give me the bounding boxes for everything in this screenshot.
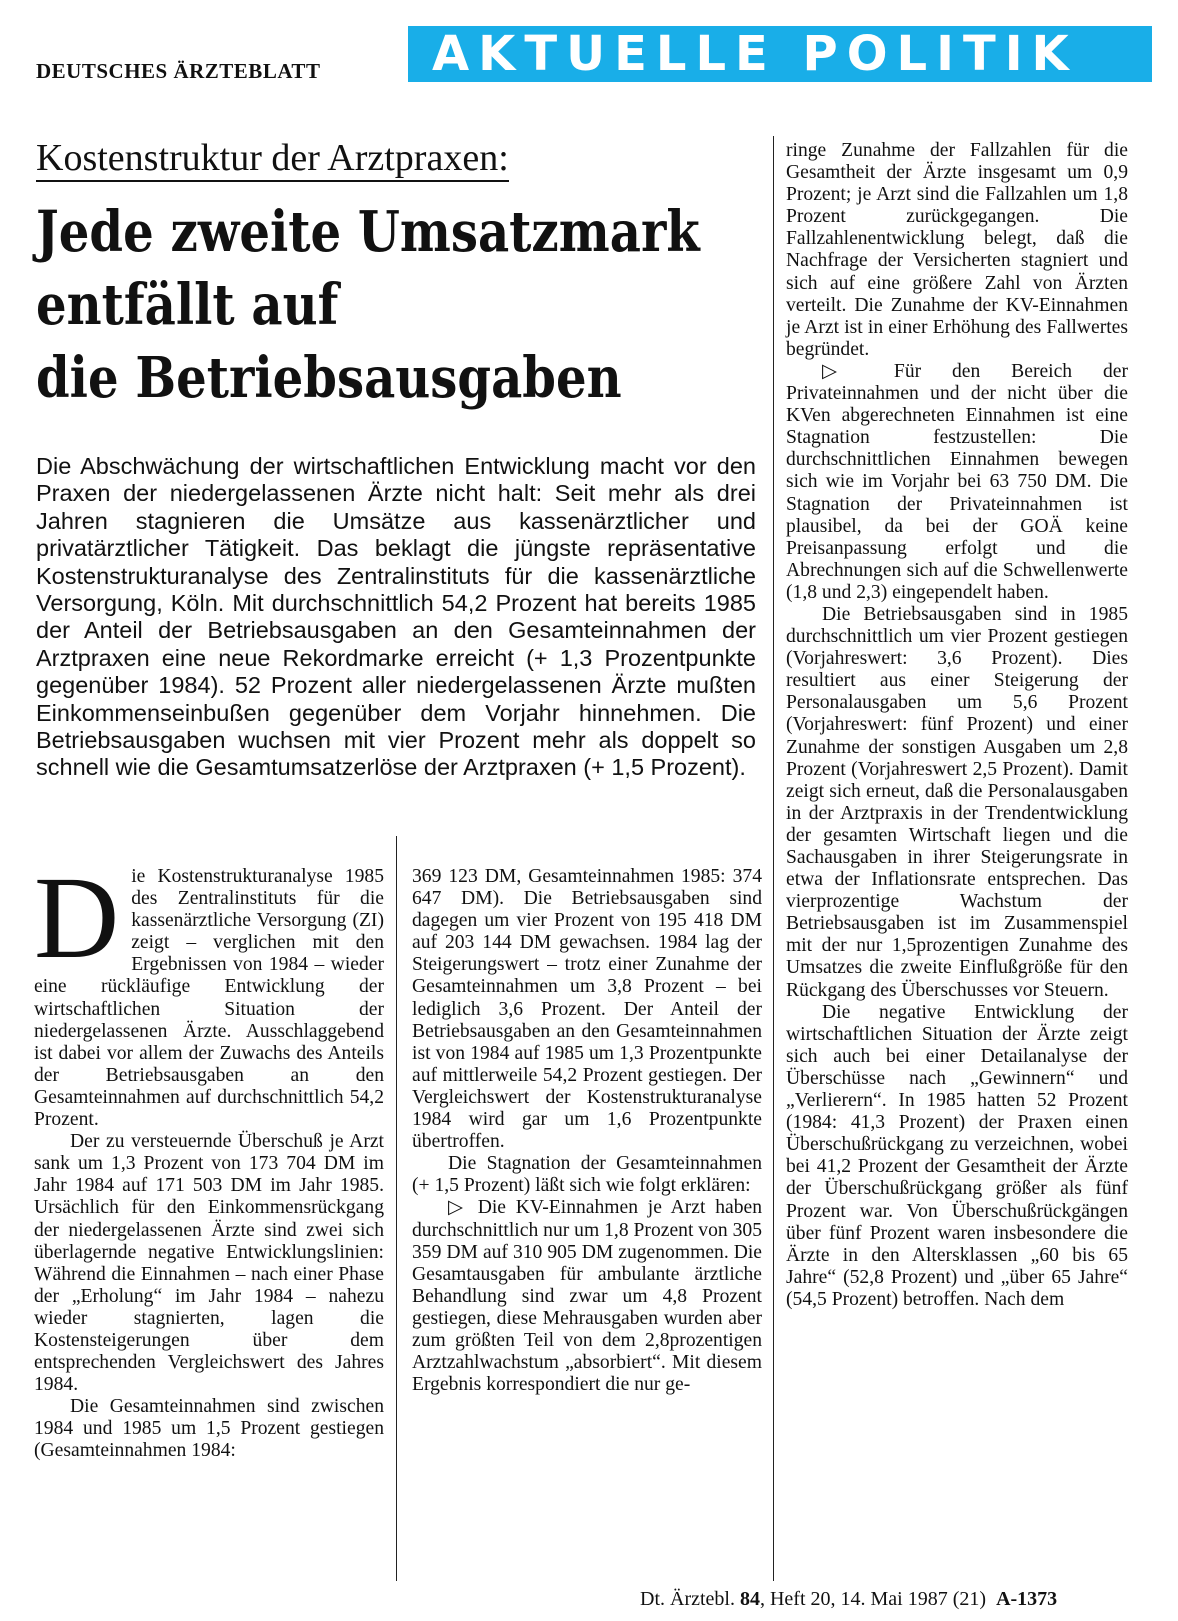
paragraph: Die Stagnation der Gesamteinnahmen (+ 1,5 Prozent) läßt sich wie folgt erklären: <box>412 1153 762 1197</box>
article-column-3 <box>786 140 1128 1311</box>
lead-paragraph: Die Abschwächung der wirtschaftlichen Entwicklung macht vor den Praxen der niedergelassenen Ärzte nicht halt: Seit mehr als drei Jahren stagnieren die Umsätze aus kassenärztlicher und privatärztlicher Tätigkeit. Das beklagt die jüngste repräsentative Kostenstrukturanalyse des Zentralinstituts für die kassenärztliche Versorgung, Köln. Mit durchschnittlich 54,2 Prozent hat bereits 1985 der Anteil der Betriebsausgaben an den Gesamteinnahmen der Arztpraxen eine neue Rekordmarke erreicht (+ 1,3 Prozentpunkte gegenüber 1984). 52 Prozent aller niedergelassenen Ärzte mußten Einkommenseinbußen gegenüber dem Vorjahr hinnehmen. Die Betriebsausgaben wuchsen mit vier Prozent mehr als doppelt so schnell wie die Gesamtumsatzerlöse der Arztpraxen (+ 1,5 Prozent). <box>36 453 756 781</box>
footer-page-number: A-1373 <box>996 1588 1058 1610</box>
paragraph: ▷ Für den Bereich der Privateinnahmen und der nicht über die KVen abgerechneten Einnahmen ist eine Stagnation festzustellen: Die durchschnittlichen Einnahmen bewegen sich wie im Vorjahr bei 63 750 DM. Die Stagnation der Privateinnahmen ist plausibel, da bei der GOÄ keine Preisanpassung erfolgt und die Abrechnungen sich auf die Schwellenwerte (1,8 und 2,3) eingependelt haben. <box>786 360 1128 603</box>
paragraph: ie Kostenstrukturanalyse 1985 des Zentralinstituts für die kassenärztliche Versorgung (ZI) zeigt – verglichen mit den Ergebnissen von 1984 – wieder eine rückläufige Entwicklung der wirtschaftlichen Situation der niedergelassenen Ärzte. Ausschlaggebend ist dabei vor allem der Zuwachs des Anteils der Betriebsausgaben an den Gesamteinnahmen auf durchschnittlich 54,2 Prozent. <box>34 866 384 1131</box>
section-title: AKTUELLE POLITIK <box>432 26 1078 82</box>
masthead: DEUTSCHES ÄRZTEBLATT <box>36 59 321 83</box>
paragraph: Die Betriebsausgaben sind in 1985 durchschnittlich um vier Prozent gestiegen (Vorjahreswert: 3,6 Prozent). Dies resultiert aus einer Steigerung der Personalausgaben um 5,6 Prozent (Vorjahreswert: fünf Prozent) und einer Zunahme der sonstigen Ausgaben um 2,8 Prozent (Vorjahreswert 2,5 Prozent). Damit zeigt sich erneut, daß die Personalausgaben in der Arztpraxis in der Trendentwicklung der gesamten Wirtschaft liegen und die Sachausgaben in ihrer Steigerungsrate in etwa der Inflationsrate entsprechen. Das vierprozentige Wachstum der Betriebsausgaben ist im Zusammenspiel mit der nur 1,5prozentigen Zunahme des Umsatzes die zweite Einflußgröße für den Rückgang des Überschusses vor Steuern. <box>786 603 1128 1001</box>
column-rule <box>396 836 397 1581</box>
kicker: Kostenstruktur der Arztpraxen: <box>36 136 509 182</box>
paragraph: Der zu versteuernde Überschuß je Arzt sank um 1,3 Prozent von 173 704 DM im Jahr 1984 auf 171 503 DM im Jahr 1985. Ursächlich für den Einkommensrückgang der niedergelassenen Ärzte sind zwei sich überlagernde negative Entwicklungslinien: Während die Einnahmen – nach einer Phase der „Erholung“ im Jahr 1984 – nahezu wieder stagnierten, lagen die Kostensteigerungen über dem entsprechenden Vergleichswert des Jahres 1984. <box>34 1131 384 1396</box>
paragraph: ▷ Die KV-Einnahmen je Arzt haben durchschnittlich nur um 1,8 Prozent von 305 359 DM auf 310 905 DM zugenommen. Die Gesamtausgaben für ambulante ärztliche Behandlung sind zwar um 4,8 Prozent gestiegen, diese Mehrausgaben wurden aber zum größten Teil von dem 2,8prozentigen Arztzahlwachstum „absorbiert“. Mit diesem Ergebnis korrespondiert die nur ge- <box>412 1197 762 1396</box>
footer-issue: , Heft 20, 14. Mai 1987 (21) <box>759 1588 987 1610</box>
footer-journal: Dt. Ärztebl. <box>640 1588 735 1610</box>
headline-line: Jede zweite Umsatzmark <box>36 199 700 265</box>
paragraph: Die Gesamteinnahmen sind zwischen 1984 und 1985 um 1,5 Prozent gestiegen (Gesamteinnahmen 1984: <box>34 1396 384 1462</box>
column-rule <box>773 136 774 1581</box>
section-banner <box>408 26 1152 82</box>
paragraph: ringe Zunahme der Fallzahlen für die Gesamtheit der Ärzte insgesamt um 0,9 Prozent; je Arzt sind die Fallzahlen um 1,8 Prozent zurückgegangen. Die Fallzahlenentwicklung belegt, daß die Nachfrage der Versicherten stagniert und sich auf eine größere Zahl von Ärzten verteilt. Die Zunahme der KV-Einnahmen je Arzt ist in einer Erhöhung des Fallwertes begründet. <box>786 140 1128 360</box>
page-footer <box>640 1588 1057 1611</box>
headline-line: die Betriebsausgaben <box>36 345 622 411</box>
headline <box>36 196 700 415</box>
headline-line: entfällt auf <box>36 272 339 338</box>
paragraph: 369 123 DM, Gesamteinnahmen 1985: 374 647 DM). Die Betriebsausgaben sind dagegen um vier Prozent von 195 418 DM auf 203 144 DM gewachsen. 1984 lag der Steigerungswert – trotz einer Zunahme der Gesamteinnahmen um 3,8 Prozent – bei lediglich 3,6 Prozent. Der Anteil der Betriebsausgaben an den Gesamteinnahmen ist von 1984 auf 1985 um 1,3 Prozentpunkte auf mittlerweile 54,2 Prozent gestiegen. Der Vergleichswert der Kostenstrukturanalyse 1984 wird gar um 1,6 Prozentpunkte übertroffen. <box>412 866 762 1153</box>
drop-cap: D <box>34 852 120 983</box>
footer-volume: 84 <box>739 1588 760 1610</box>
article-column-1 <box>34 852 384 1463</box>
article-column-2 <box>412 866 762 1396</box>
paragraph: Die negative Entwicklung der wirtschaftlichen Situation der Ärzte zeigt sich auch bei einer Detailanalyse der Überschüsse nach „Gewinnern“ und „Verlierern“. In 1985 hatten 52 Prozent (1984: 41,3 Prozent) der Praxen einen Überschußrückgang zu verzeichnen, wobei bei 41,2 Prozent der Gesamtheit der Ärzte der Überschußrückgang größer als fünf Prozent war. Von Überschußrückgängen über fünf Prozent waren insbesondere die Ärzte in den Altersklassen „60 bis 65 Jahre“ (52,8 Prozent) und „über 65 Jahre“ (54,5 Prozent) betroffen. Nach dem <box>786 1001 1128 1310</box>
